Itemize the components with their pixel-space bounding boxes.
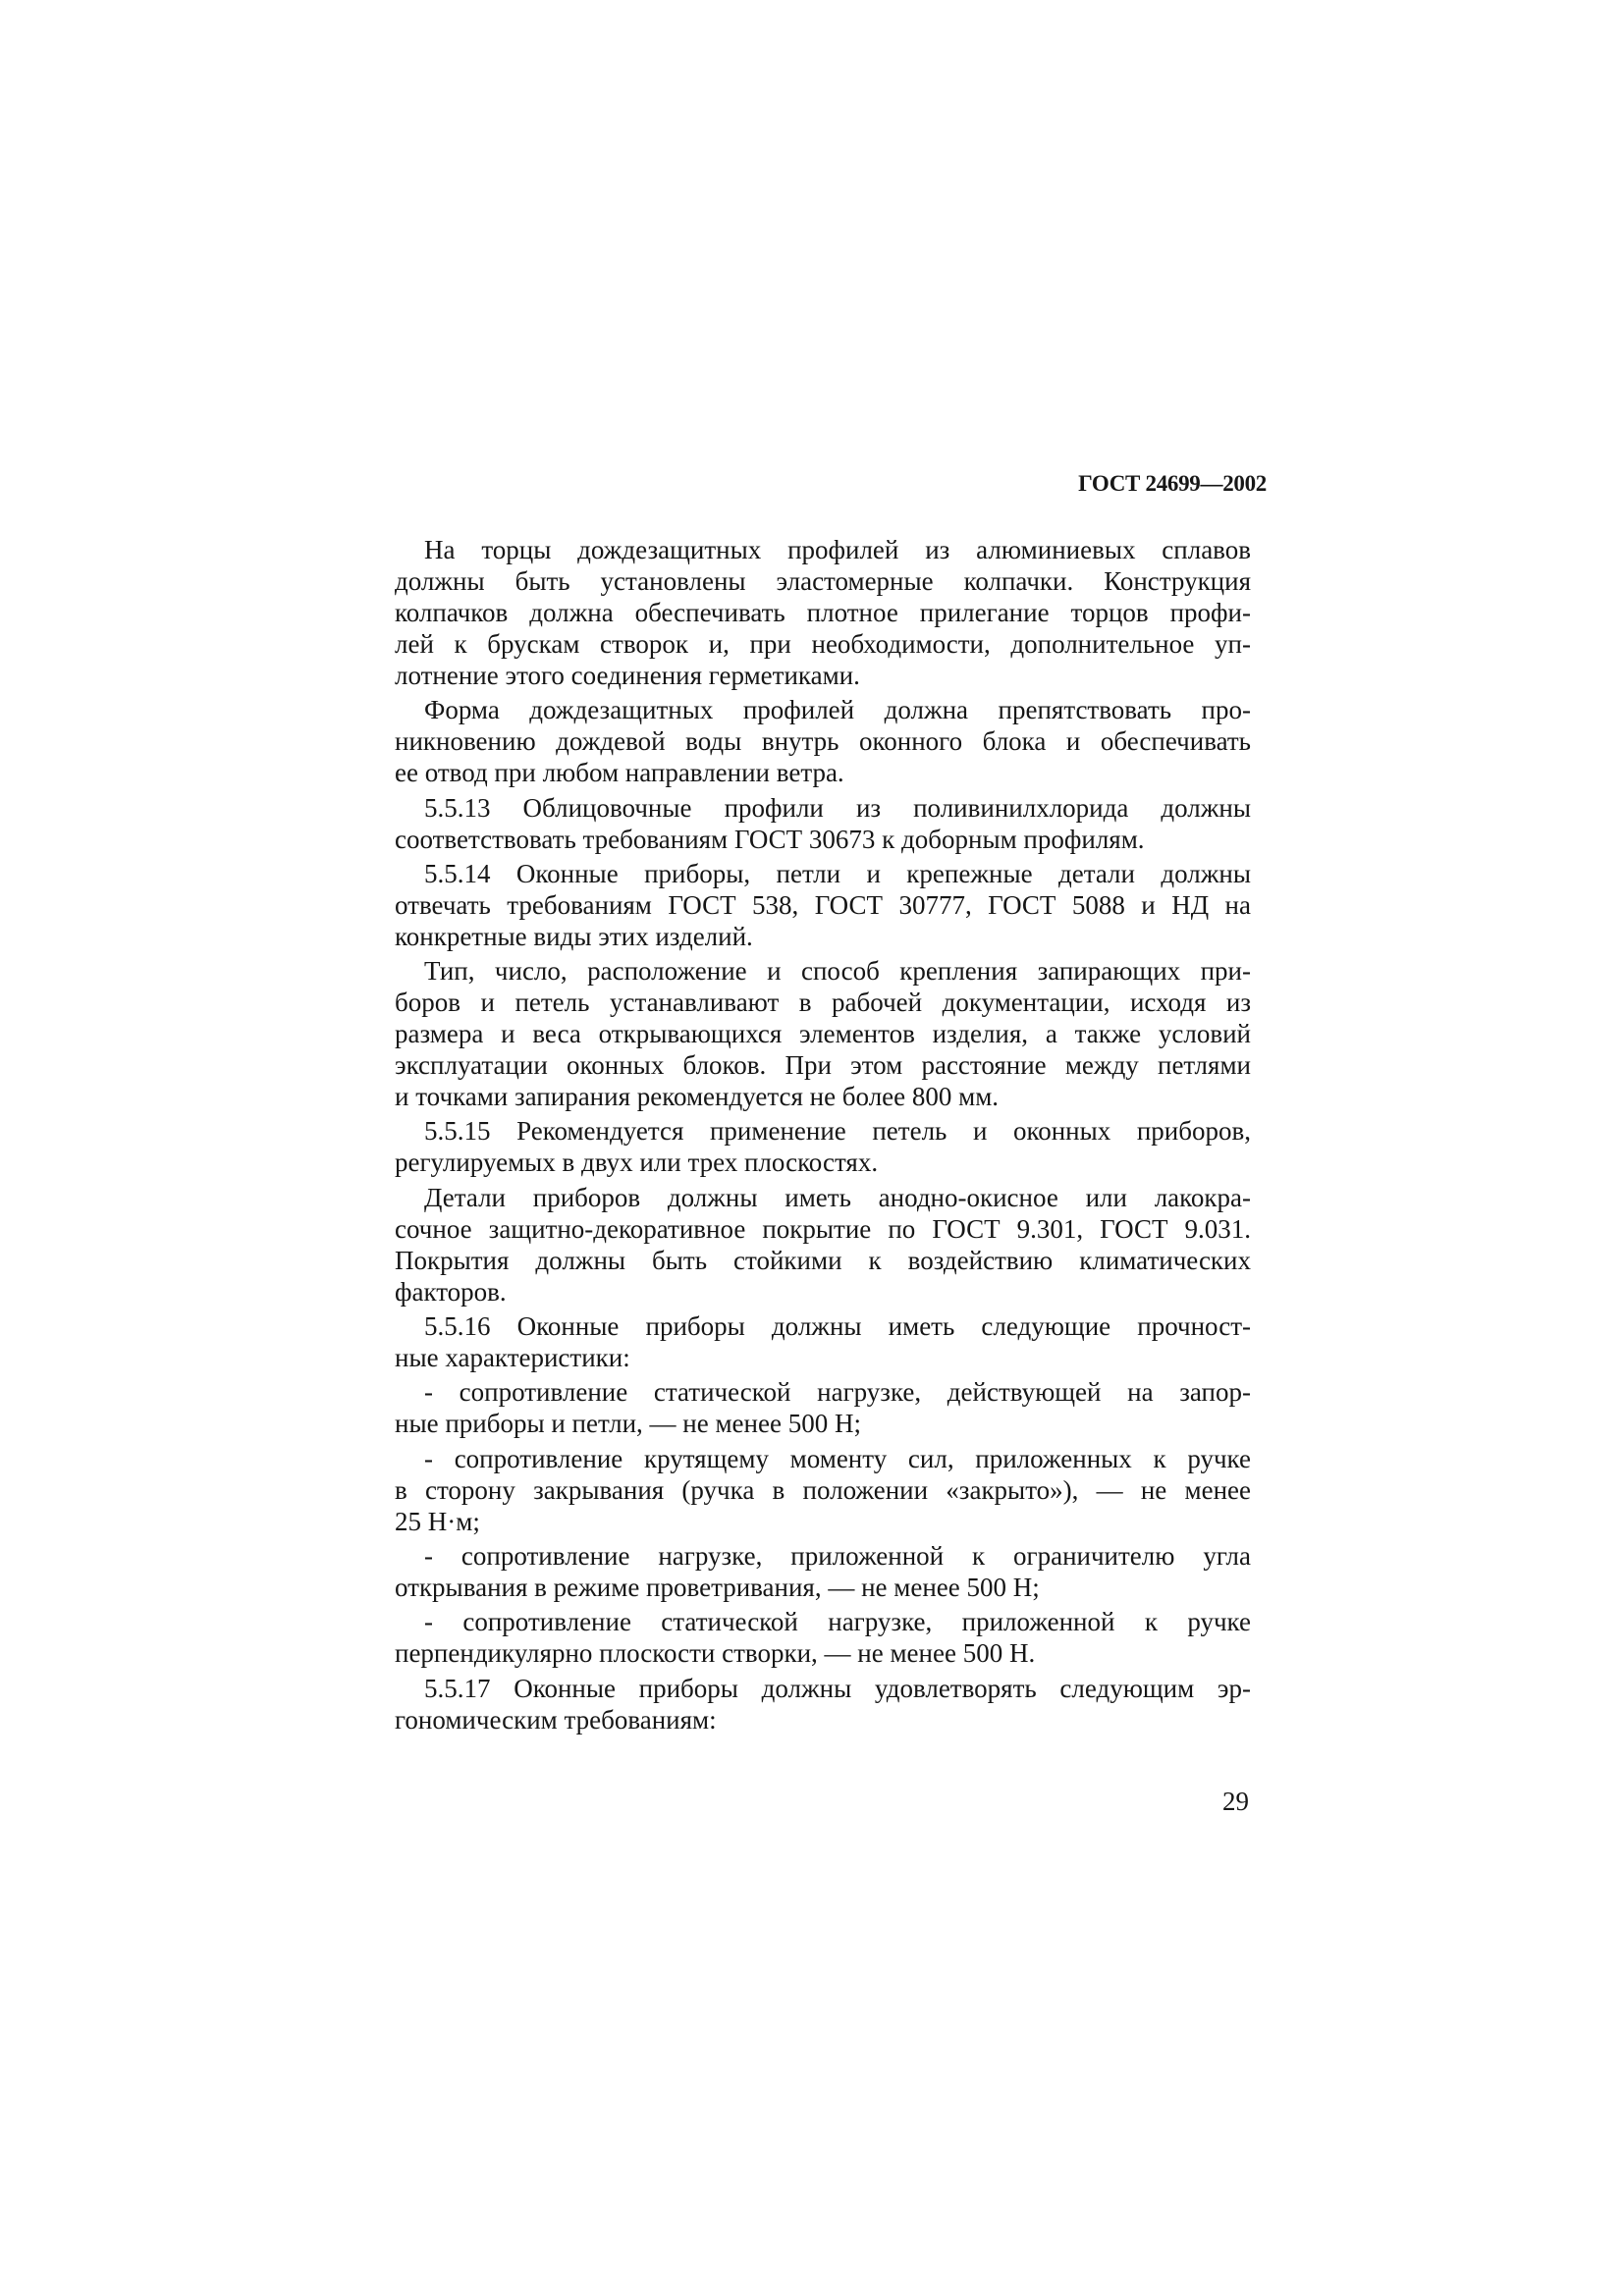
text-line: 5.5.14 Оконные приборы, петли и крепежные детали должны [424,858,1251,888]
text-line: и точками запирания рекомендуется не более 800 мм. [395,1082,1000,1112]
text-line: лотнение этого соединения герметиками. [395,661,860,690]
text-line: должны быть установлены эластомерные колпачки. Конструкция [395,566,1251,596]
text-line: 5.5.15 Рекомендуется применение петель и оконных приборов, [424,1116,1251,1147]
text-line: открывания в режиме проветривания, — не менее 500 Н; [395,1572,1040,1602]
paragraph [395,694,1251,788]
paragraph [395,1115,1251,1178]
text-line: ее отвод при любом направлении ветра. [395,758,844,788]
text-line: регулируемых в двух или трех плоскостях. [395,1148,879,1178]
text-line: На торцы дождезащитных профилей из алюминиевых сплавов [424,535,1251,564]
paragraph [395,1376,1251,1439]
text-line: 5.5.13 Облицовочные профили из поливинилхлорида должны [424,792,1251,823]
text-line: 5.5.16 Оконные приборы должны иметь следующие прочност- [424,1311,1251,1342]
text-line: никновению дождевой воды внутрь оконного блока и обеспечивать [395,726,1251,757]
text-line: сочное защитно-декоративное покрытие по ГОСТ 9.301, ГОСТ 9.031. [395,1213,1251,1244]
text-line: перпендикулярно плоскости створки, — не менее 500 Н. [395,1638,1036,1669]
text-line: - сопротивление крутящему моменту сил, приложенных к ручке [424,1443,1251,1473]
text-line: Форма дождезащитных профилей должна препятствовать про- [424,695,1251,725]
paragraph [395,1673,1251,1735]
text-line: - сопротивление статической нагрузке, действующей на запор- [424,1377,1251,1408]
text-line: в сторону закрывания (ручка в положении «закрыто»), — не менее [395,1474,1251,1505]
text-line: Покрытия должны быть стойкими к воздействию климатических [395,1245,1251,1275]
paragraph [395,858,1251,952]
paragraph [395,1606,1251,1669]
text-line: отвечать требованиям ГОСТ 538, ГОСТ 30777, ГОСТ 5088 и НД на [395,889,1251,920]
text-line: 5.5.17 Оконные приборы должны удовлетворять следующим эр- [424,1673,1251,1703]
document-body [395,534,1251,1738]
paragraph [395,1310,1251,1373]
paragraph [395,1443,1251,1537]
text-line: лей к брускам створок и, при необходимости, дополнительное уп- [395,629,1251,659]
text-line: Детали приборов должны иметь анодно-окисное или лакокра- [424,1182,1251,1212]
text-line: эксплуатации оконных блоков. При этом расстояние между петлями [395,1050,1251,1081]
text-line: боров и петель устанавливают в рабочей документации, исходя из [395,988,1251,1018]
paragraph [395,792,1251,855]
text-line: конкретные виды этих изделий. [395,921,753,951]
text-line: колпачков должна обеспечивать плотное прилегание торцов профи- [395,598,1251,627]
text-line: Тип, число, расположение и способ крепления запирающих при- [424,956,1251,987]
paragraph [395,1540,1251,1603]
text-line: - сопротивление нагрузке, приложенной к ограничителю угла [424,1540,1251,1571]
paragraph [395,1182,1251,1308]
page-number: 29 [1222,1787,1249,1816]
text-line: ные приборы и петли, — не менее 500 Н; [395,1409,861,1439]
text-line: факторов. [395,1276,507,1307]
text-line: 25 Н·м; [395,1506,480,1536]
text-line: - сопротивление статической нагрузке, приложенной к ручке [424,1607,1251,1637]
document-header: ГОСТ 24699—2002 [1078,471,1267,496]
paragraph [395,955,1251,1112]
text-line: гономическим требованиям: [395,1704,717,1735]
text-line: соответствовать требованиям ГОСТ 30673 к доборным профилям. [395,824,1145,854]
paragraph [395,534,1251,691]
text-line: ные характеристики: [395,1343,630,1373]
text-line: размера и веса открывающихся элементов изделия, а также условий [395,1019,1251,1049]
